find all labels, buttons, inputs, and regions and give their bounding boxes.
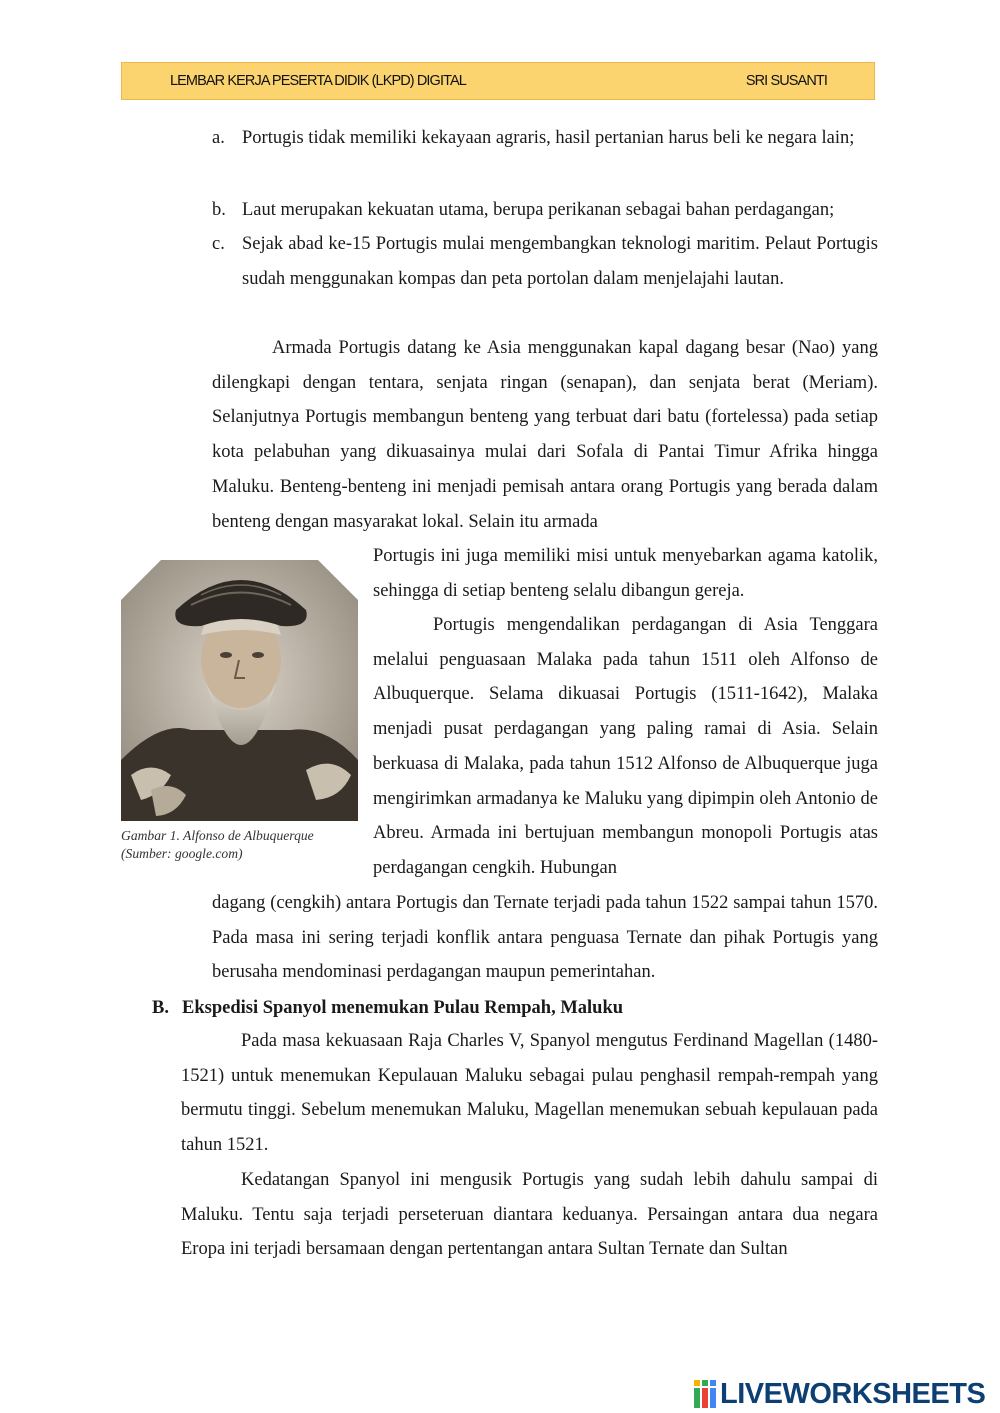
figure-caption [121,827,353,863]
section-label: B. [152,998,169,1018]
list-text: Portugis tidak memiliki kekayaan agraris, hasil pertanian harus beli ke negara lain; [242,128,855,148]
list-item-c [212,227,878,296]
caption-title: Gambar 1. Alfonso de Albuquerque [121,828,314,843]
header-author: SRI SUSANTI [745,73,827,89]
list-text: Sejak abad ke-15 Portugis mulai mengembangkan teknologi maritim. Pelaut Portugis sudah menggunakan kompas dan peta portolan dalam menjelajahi lautan. [242,234,878,289]
section-title: Ekspedisi Spanyol menemukan Pulau Rempah, Maluku [182,998,624,1018]
list-marker: c. [212,234,225,254]
liveworksheets-logo [694,1376,985,1412]
header-title: LEMBAR KERJA PESERTA DIDIK (LKPD) DIGITAL [170,73,466,89]
paragraph-spanyol: Pada masa kekuasaan Raja Charles V, Spanyol mengutus Ferdinand Magellan (1480- 1521) untuk menemukan Kepulauan Maluku sebagai pulau penghasil rempah-rempah yang bermutu tinggi. Sebelum menemukan Maluku, Magellan menemukan sebuah kepulauan pada tahun 1521. [181,1031,878,1156]
list-marker: b. [212,200,226,220]
caption-source: (Sumber: google.com) [121,846,243,861]
paragraph-spanyol-continued: Kedatangan Spanyol ini mengusik Portugis yang sudah lebih dahulu sampai di Maluku. Tentu saja terjadi perseteruan diantara keduanya. Persaingan antara dua negara Eropa ini terjadi bersamaan dengan pertentangan antara Sultan Ternate dan Sultan [181,1170,878,1260]
paragraph-malaka-continued: dagang (cengkih) antara Portugis dan Ternate terjadi pada tahun 1522 sampai tahun 1570. Pada masa ini sering terjadi konflik antara penguasa Ternate dan pihak Portugis yang berusaha mendominasi perdagangan maupun pemerintahan. [212,893,878,983]
liveworksheets-grid-icon [694,1380,716,1408]
logo-text: LIVEWORKSHEETS [720,1377,986,1410]
list-item-b [212,193,878,228]
list-marker: a. [212,128,225,148]
paragraph-armada-continued: Portugis ini juga memiliki misi untuk menyebarkan agama katolik, sehingga di setiap benteng selalu dibangun gereja. [373,546,878,601]
list-text: Laut merupakan kekuatan utama, berupa perikanan sebagai bahan perdagangan; [242,200,835,220]
albuquerque-portrait-icon [121,560,358,821]
portrait-image [121,560,358,821]
section-b-heading [152,992,623,1024]
paragraph-armada: Armada Portugis datang ke Asia menggunakan kapal dagang besar (Nao) yang dilengkapi dengan tentara, senjata ringan (senapan), dan senjata berat (Meriam). Selanjutnya Portugis membangun benteng yang terbuat dari batu (fortelessa) pada setiap kota pelabuhan yang dikuasainya mulai dari Sofala di Pantai Timur Afrika hingga Maluku. Benteng-benteng ini menjadi pemisah antara orang Portugis yang berada dalam benteng dengan masyarakat lokal. Selain itu armada [212,338,878,532]
page-header [121,62,875,100]
list-item-a [212,121,878,156]
paragraph-malaka: Portugis mengendalikan perdagangan di Asia Tenggara melalui penguasaan Malaka pada tahun 1511 oleh Alfonso de Albuquerque. Selama dikuasai Portugis (1511-1642), Malaka menjadi pusat perdagangan yang paling ramai di Asia. Selain berkuasa di Malaka, pada tahun 1512 Alfonso de Albuquerque juga mengirimkan armadanya ke Maluku yang dipimpin oleh Antonio de Abreu. Armada ini bertujuan membangun monopoli Portugis atas perdagangan cengkih. Hubungan [373,615,878,878]
